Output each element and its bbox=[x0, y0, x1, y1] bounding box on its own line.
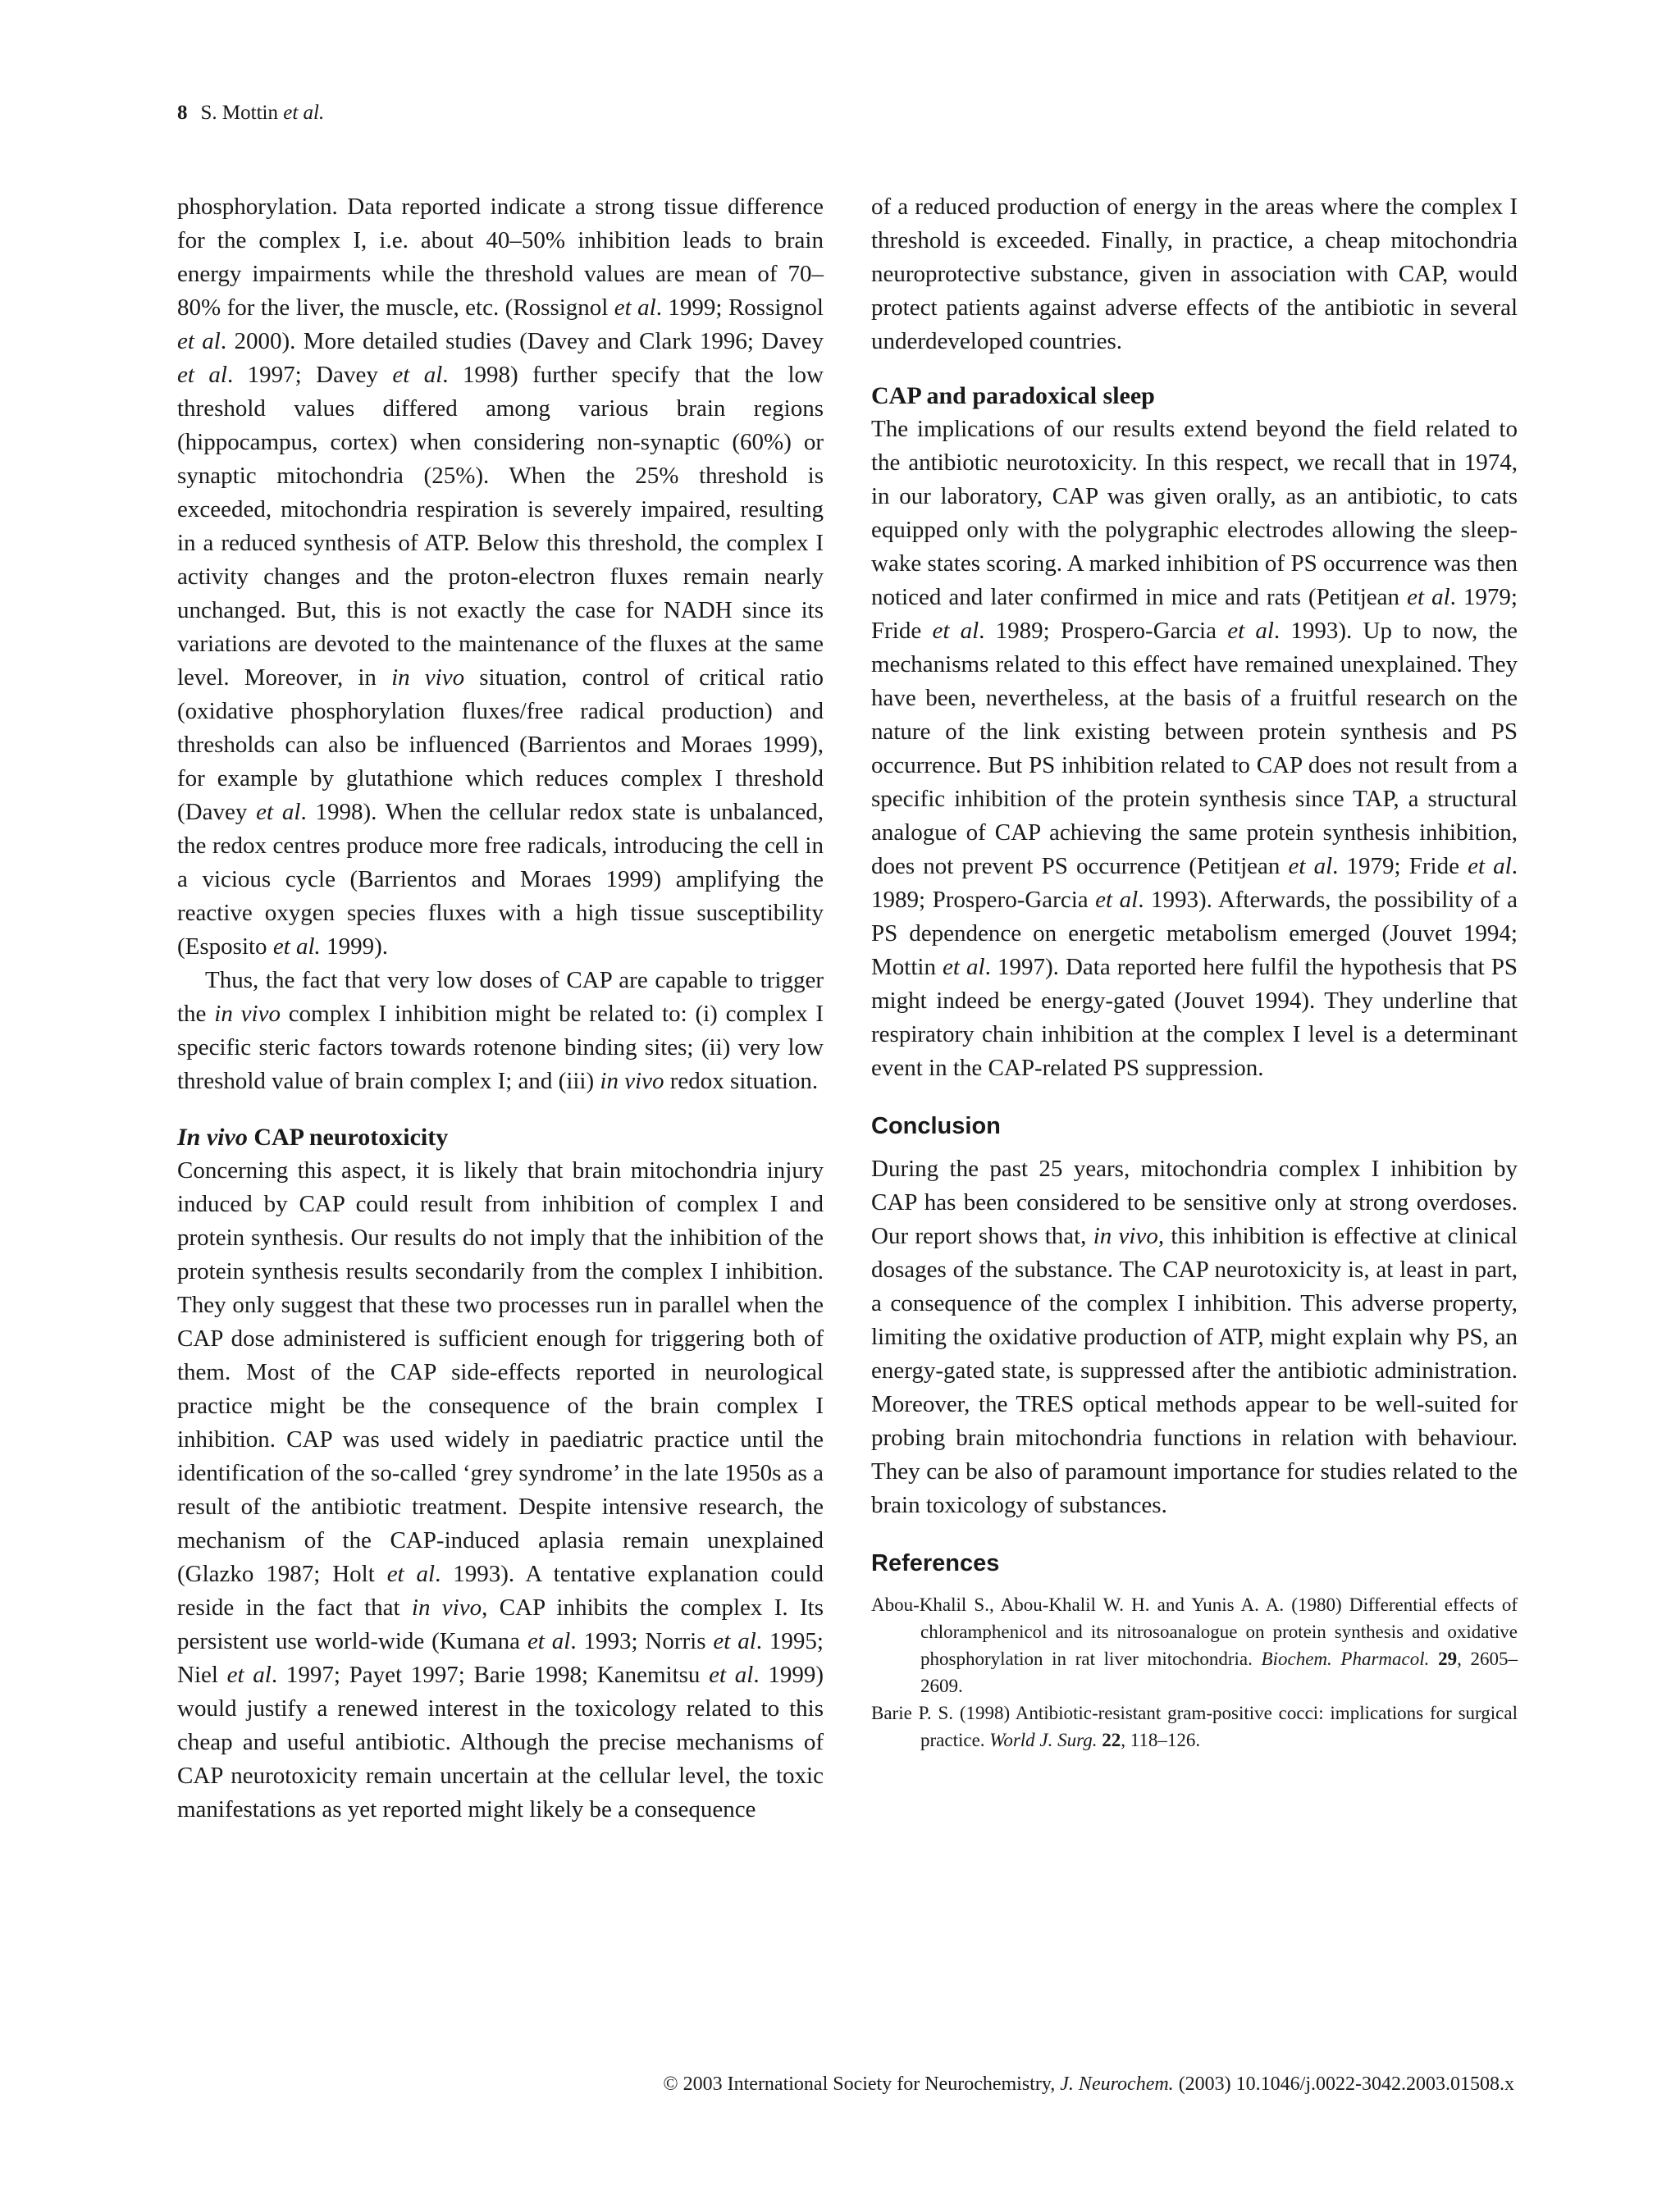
heading-references: References bbox=[871, 1550, 1000, 1576]
heading-paradoxical-sleep: CAP and paradoxical sleep bbox=[871, 382, 1155, 409]
text-run: et al bbox=[177, 362, 227, 388]
paragraph-neurotoxicity bbox=[177, 1154, 824, 1827]
text-run: . 1993). Afterwards, the possibility of a PS dependence on energetic metabolism emerged (Jouvet 1994; Mottin bbox=[871, 887, 1518, 980]
text-run: 29 bbox=[1438, 1649, 1458, 1669]
text-run: . 1999) would justify a renewed interest in the toxicology related to this cheap and useful antibiotic. Although the precise mechanisms of CAP neurotoxicity remain uncertain at the cellular level, the toxic manifestations as yet reported might likely be a consequence bbox=[177, 1662, 824, 1823]
text-run: in vivo bbox=[214, 1001, 281, 1027]
text-run: et al bbox=[386, 1561, 436, 1587]
footer-suffix: (2003) 10.1046/j.0022-3042.2003.01508.x bbox=[1173, 2073, 1514, 2095]
text-run: et al bbox=[256, 799, 301, 825]
text-run: complex I inhibition might be related to: (i) complex I specific steric factors towards rotenone binding sites; (ii) very low threshold value of brain complex I; and (iii) bbox=[177, 1001, 824, 1094]
text-run: . 1989; Prospero-Garcia bbox=[871, 853, 1518, 913]
text-run: redox situation. bbox=[664, 1068, 819, 1094]
text-run: . 1997; Davey bbox=[226, 362, 393, 388]
text-run: et al bbox=[709, 1662, 754, 1688]
text-run: . 1993; Norris bbox=[570, 1628, 714, 1654]
paragraph-threshold bbox=[177, 190, 824, 964]
text-run: et al bbox=[1227, 618, 1274, 644]
text-run: . 1979; Fride bbox=[1332, 853, 1468, 879]
text-run: . 1979; Fride bbox=[871, 584, 1518, 644]
text-run: Thus, the fact that very low doses of CAP are capable to trigger the bbox=[177, 967, 824, 1027]
text-run: et al bbox=[177, 328, 221, 354]
text-run: . 1993). A tentative explanation could reside in the fact that bbox=[177, 1561, 824, 1621]
left-column bbox=[177, 190, 824, 1827]
text-run: The implications of our results extend beyond the field related to the antibiotic neurotoxicity. In this respect, we recall that in 1974, in our laboratory, CAP was given orally, as an antibiotic, to cats equipped only with the polygraphic electrodes allowing the sleep-wake states scoring. A marked inhibition of PS occurrence was then noticed and later confirmed in mice and rats (Petitjean bbox=[871, 416, 1518, 610]
text-run: . 1995; Niel bbox=[177, 1628, 824, 1688]
page-number: 8 bbox=[177, 102, 188, 124]
text-run: et al bbox=[1095, 887, 1139, 913]
text-run: Concerning this aspect, it is likely that brain mitochondria injury induced by CAP could result from inhibition of complex I and protein synthesis. Our results do not imply that the inhibition of the protein synthesis results secondarily from the complex I inhibition. They only suggest that these two processes run in parallel when the CAP dose administered is sufficient enough for triggering both of them. Most of the CAP side-effects reported in neurological practice might be the consequence of the brain complex I inhibition. CAP was used widely in paediatric practice until the identification of the so-called ‘grey syndrome’ in the late 1950s as a result of the antibiotic treatment. Despite intensive research, the mechanism of the CAP-induced aplasia remain unexplained (Glazko 1987; Holt bbox=[177, 1157, 824, 1587]
header-etal: et al. bbox=[283, 102, 325, 124]
text-run: et al bbox=[1468, 853, 1512, 879]
text-run: situation, control of critical ratio (oxidative phosphorylation fluxes/free radical production) and thresholds can also be influenced (Barrientos and Moraes 1999), for example by glutathione which reduces complex I threshold (Davey bbox=[177, 664, 824, 825]
text-run: et al bbox=[932, 618, 979, 644]
text-run: et al. bbox=[272, 933, 321, 960]
right-column bbox=[871, 190, 1518, 1754]
text-run: . 2000). More detailed studies (Davey and Clark 1996; Davey bbox=[220, 328, 824, 354]
text-run: in vivo, bbox=[1093, 1223, 1165, 1249]
paragraph-reduced-energy bbox=[871, 190, 1518, 358]
references-list bbox=[871, 1591, 1518, 1754]
text-run: Biochem. Pharmacol. bbox=[1261, 1649, 1430, 1669]
text-run: 1999). bbox=[320, 933, 388, 960]
heading-in-vivo-neurotoxicity bbox=[177, 1120, 824, 1154]
text-run: . 1993). Up to now, the mechanisms related to this effect have remained unexplained. They have been, nevertheless, at the basis of a fruitful research on the nature of the link existing between protein synthesis and PS occurrence. But PS inhibition related to CAP does not result from a specific inhibition of the protein synthesis since TAP, a structural analogue of CAP achieving the same protein synthesis inhibition, does not prevent PS occurrence (Petitjean bbox=[871, 618, 1518, 879]
text-run: in vivo bbox=[600, 1068, 664, 1094]
text-run: 22 bbox=[1102, 1730, 1121, 1750]
copyright-footer bbox=[663, 2073, 1514, 2096]
text-run: , 118–126. bbox=[1121, 1730, 1201, 1750]
heading-conclusion: Conclusion bbox=[871, 1113, 1001, 1139]
text-run: . 1989; Prospero-Garcia bbox=[979, 618, 1228, 644]
text-run: in vivo bbox=[391, 664, 465, 691]
text-run: During the past 25 years, mitochondria complex I inhibition by CAP has been considered to be sensitive only at strong overdoses. Our report shows that, bbox=[871, 1156, 1518, 1249]
text-run: . 1998) further specify that the low threshold values differed among various brain regions (hippocampus, cortex) when considering non-synaptic (60%) or synaptic mitochondria (25%). When the 25% threshold is exceeded, mitochondria respiration is severely impaired, resulting in a reduced synthesis of ATP. Below this threshold, the complex I activity changes and the proton-electron fluxes remain nearly unchanged. But, this is not exactly the case for NADH since its variations are devoted to the maintenance of the fluxes at the same level. Moreover, in bbox=[177, 362, 824, 691]
text-run: in vivo bbox=[411, 1594, 482, 1621]
heading-in-vivo-rest: CAP neurotoxicity bbox=[247, 1124, 449, 1151]
text-run: , 2605–2609. bbox=[920, 1649, 1518, 1696]
text-run: . 1998). When the cellular redox state is unbalanced, the redox centres produce more free radicals, introducing the cell in a vicious cycle (Barrientos and Moraes 1999) amplifying the reactive oxygen species fluxes with a high tissue susceptibility (Esposito bbox=[177, 799, 824, 960]
text-run: , CAP inhibits the complex I. Its persistent use world-wide (Kumana bbox=[177, 1594, 824, 1654]
text-run: . 1999; Rossignol bbox=[655, 294, 824, 321]
text-run: et al bbox=[943, 954, 985, 980]
text-run: of a reduced production of energy in the areas where the complex I threshold is exceeded. Finally, in practice, a cheap mitochondria neuroprotective substance, given in association with CAP, would protect patients against adverse effects of the antibiotic in several underdeveloped countries. bbox=[871, 194, 1518, 354]
reference-abou-khalil bbox=[871, 1591, 1518, 1699]
text-run: . 1997; Payet 1997; Barie 1998; Kanemitsu bbox=[271, 1662, 710, 1688]
paragraph-implications bbox=[871, 413, 1518, 1085]
text-run: Barie P. S. (1998) Antibiotic-resistant gram-positive cocci: implications for surgical practice. bbox=[871, 1703, 1518, 1750]
text-run: et al bbox=[713, 1628, 756, 1654]
text-run: et al bbox=[527, 1628, 571, 1654]
text-run: phosphorylation. Data reported indicate a strong tissue difference for the complex I, i.e. about 40–50% inhibition leads to brain energy impairments while the threshold values are mean of 70–80% for the liver, the muscle, etc. (Rossignol bbox=[177, 194, 824, 321]
running-header bbox=[177, 102, 324, 125]
paragraph-conclusion bbox=[871, 1152, 1518, 1522]
text-run: this inhibition is effective at clinical dosages of the substance. The CAP neurotoxicity is, at least in part, a consequence of the complex I inhibition. This adverse property, limiting the oxidative production of ATP, might explain why PS, an energy-gated state, is suppressed after the antibiotic administration. Moreover, the TRES optical methods appear to be well-suited for probing brain mitochondria functions in relation with behaviour. They can be also of paramount importance for studies related to the brain toxicology of substances. bbox=[871, 1223, 1518, 1518]
text-run: et al bbox=[1288, 853, 1333, 879]
reference-barie bbox=[871, 1699, 1518, 1754]
text-run: World J. Surg. bbox=[989, 1730, 1098, 1750]
header-authors: S. Mottin bbox=[200, 102, 284, 124]
paragraph-thus bbox=[177, 964, 824, 1098]
footer-prefix: © 2003 International Society for Neurochemistry, bbox=[663, 2073, 1061, 2095]
text-run: et al bbox=[1407, 584, 1450, 610]
text-run bbox=[1429, 1649, 1438, 1669]
text-run: et al bbox=[392, 362, 443, 388]
footer-journal: J. Neurochem. bbox=[1060, 2073, 1174, 2095]
text-run: et al bbox=[226, 1662, 272, 1688]
text-run: Abou-Khalil S., Abou-Khalil W. H. and Yunis A. A. (1980) Differential effects of chloramphenicol and its nitrosoanalogue on protein synthesis and oxidative phosphorylation in rat liver mitochondria. bbox=[871, 1594, 1518, 1669]
text-run: . 1997). Data reported here fulfil the hypothesis that PS might indeed be energy-gated (Jouvet 1994). They underline that respiratory chain inhibition at the complex I level is a determinant event in the CAP-related PS suppression. bbox=[871, 954, 1518, 1081]
text-run: et al bbox=[614, 294, 656, 321]
heading-in-vivo-italic: In vivo bbox=[177, 1124, 248, 1151]
